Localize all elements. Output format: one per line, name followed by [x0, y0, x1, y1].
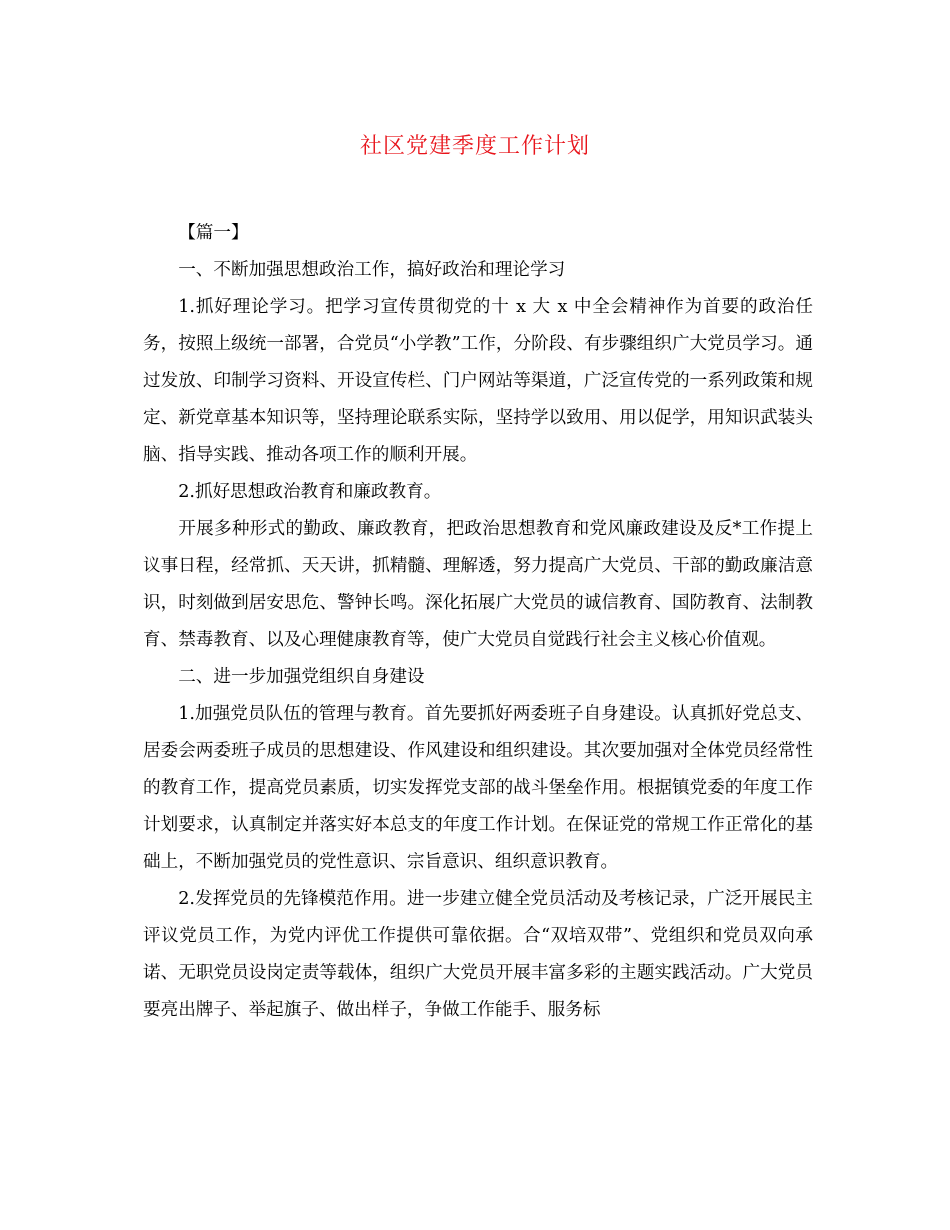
paragraph-exemplary-role: 2.发挥党员的先锋模范作用。进一步建立健全党员活动及考核记录，广泛开展民主评议党员工作，为党内评优工作提供可靠依据。合“双培双带”、党组织和党员双向承诺、无职党员设岗定责等载体，组织广大党员开展丰富多彩的主题实践活动。广大党员要亮出牌子、举起旗子、做出样子，争做工作能手、服务标	[143, 889, 813, 1020]
subheading-integrity-education: 2.抓好思想政治教育和廉政教育。	[178, 482, 442, 502]
section-heading: 【篇一】	[178, 223, 249, 243]
paragraph-integrity-education: 开展多种形式的勤政、廉政教育，把政治思想教育和党风廉政建设及反*工作提上议事日程，经常抓、天天讲，抓精髓、理解透，努力提高广大党员、干部的勤政廉洁意识，时刻做到居安思危、警钟长鸣。深化拓展广大党员的诚信教育、国防教育、法制教育、禁毒教育、以及心理健康教育等，使广大党员自觉践行社会主义核心价值观。	[143, 519, 813, 650]
document-title: 社区党建季度工作计划	[359, 134, 590, 159]
heading-two: 二、进一步加强党组织自身建设	[178, 667, 425, 687]
document-body	[143, 215, 813, 1029]
paragraph-party-member-management: 1.加强党员队伍的管理与教育。首先要抓好两委班子自身建设。认真抓好党总支、居委会两委班子成员的思想建设、作风建设和组织建设。其次要加强对全体党员经常性的教育工作，提高党员素质，切实发挥党支部的战斗堡垒作用。根据镇党委的年度工作计划要求，认真制定并落实好本总支的年度工作计划。在保证党的常规工作正常化的基础上，不断加强党员的党性意识、宗旨意识、组织意识教育。	[143, 704, 813, 872]
heading-one: 一、不断加强思想政治工作，搞好政治和理论学习	[178, 260, 566, 280]
paragraph-theory-study: 1.抓好理论学习。把学习宣传贯彻党的十 x 大 x 中全会精神作为首要的政治任务，按照上级统一部署，合党员“小学教”工作，分阶段、有步骤组织广大党员学习。通过发放、印制学习资料、开设宣传栏、门户网站等渠道，广泛宣传党的一系列政策和规定、新党章基本知识等，坚持理论联系实际，坚持学以致用、用以促学，用知识武装头脑、指导实践、推动各项工作的顺利开展。	[143, 297, 813, 465]
